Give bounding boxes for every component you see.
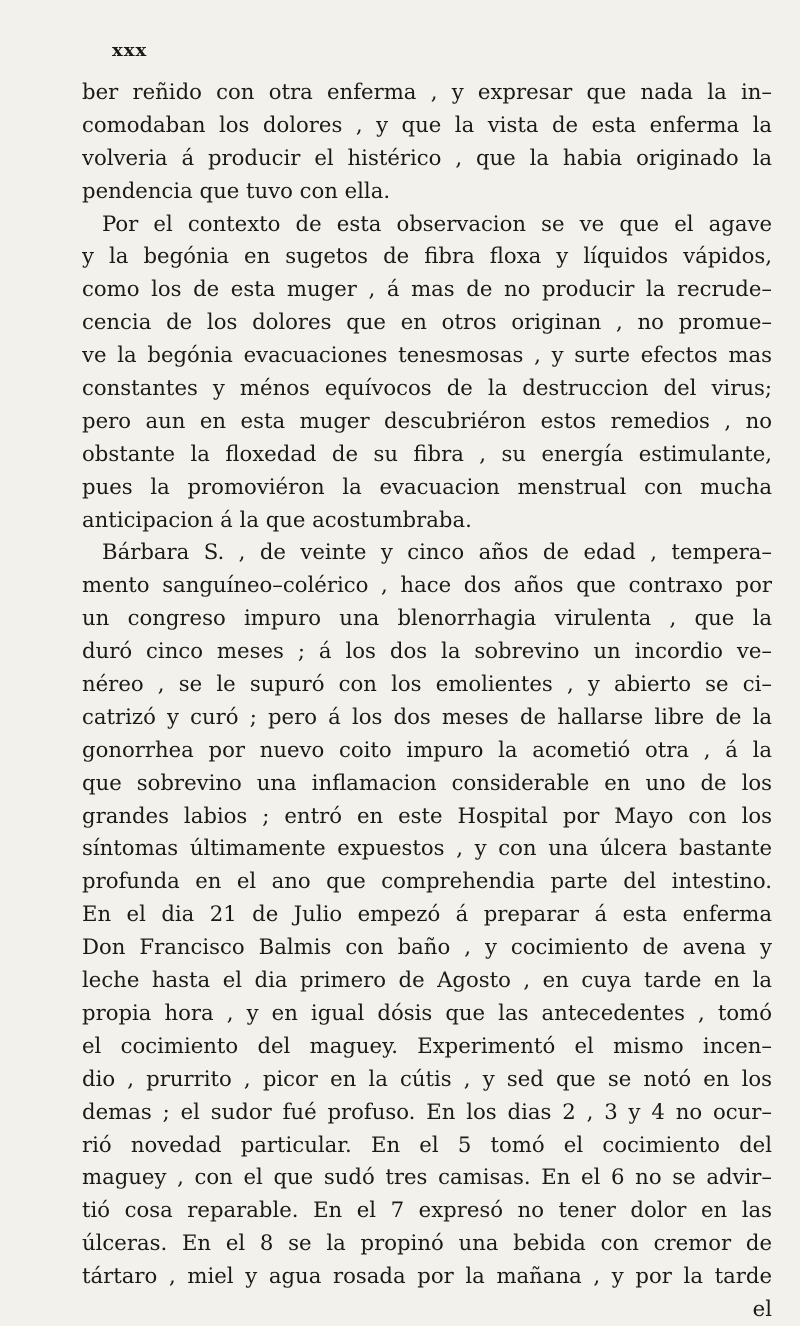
text-line: mento sanguíneo–colérico , hace dos años que contraxo por (82, 572, 772, 598)
text-line: rió novedad particular. En el 5 tomó el cocimiento del (82, 1131, 772, 1157)
text-line: Don Francisco Balmis con baño , y cocimiento de avena y (82, 934, 772, 960)
text-line: Bárbara S. , de veinte y cinco años de edad , tempera– (102, 539, 772, 565)
text-line: profunda en el ano que comprehendia parte del intestino. (82, 868, 772, 894)
text-line: néreo , se le supuró con los emolientes , y abierto se ci– (82, 671, 772, 697)
catchword: el (752, 1295, 772, 1321)
text-line: ve la begónia evacuaciones tenesmosas , y surte efectos mas (82, 342, 772, 368)
text-line: gonorrhea por nuevo coito impuro la acometió otra , á la (82, 736, 772, 762)
text-line: pero aun en esta muger descubriéron estos remedios , no (82, 407, 772, 433)
text-line: volveria á producir el histérico , que la habia originado la (82, 144, 772, 170)
text-line: comodaban los dolores , y que la vista de esta enferma la (82, 111, 772, 137)
text-line: cencia de los dolores que en otros originan , no promue– (82, 309, 772, 335)
text-line: dio , prurrito , picor en la cútis , y sed que se notó en los (82, 1065, 772, 1091)
text-line: tió cosa reparable. En el 7 expresó no tener dolor en las (82, 1197, 772, 1223)
text-line: síntomas últimamente expuestos , y con una úlcera bastante (82, 835, 772, 861)
text-line: obstante la floxedad de su fibra , su energía estimulante, (82, 440, 772, 466)
text-line: grandes labios ; entró en este Hospital por Mayo con los (82, 802, 772, 828)
text-line: En el dia 21 de Julio empezó á preparar á esta enferma (82, 901, 772, 927)
text-line: propia hora , y en igual dósis que las antecedentes , tomó (82, 999, 772, 1025)
text-line: y la begónia en sugetos de fibra floxa y líquidos vápidos, (82, 243, 772, 269)
body-text (82, 76, 772, 1326)
text-line: que sobrevino una inflamacion considerable en uno de los (82, 769, 772, 795)
text-line: el cocimiento del maguey. Experimentó el mismo incen– (82, 1032, 772, 1058)
text-line: pendencia que tuvo con ella. (82, 177, 391, 203)
text-line: demas ; el sudor fué profuso. En los dias 2 , 3 y 4 no ocur– (82, 1098, 772, 1124)
text-line: leche hasta el dia primero de Agosto , en cuya tarde en la (82, 967, 772, 993)
text-line: catrizó y curó ; pero á los dos meses de hallarse libre de la (82, 703, 772, 729)
text-line: úlceras. En el 8 se la propinó una bebida con cremor de (82, 1230, 772, 1256)
text-line: Por el contexto de esta observacion se ve que el agave (102, 210, 772, 236)
text-line: como los de esta muger , á mas de no producir la recrude– (82, 276, 772, 302)
text-line: pues la promoviéron la evacuacion menstrual con mucha (82, 473, 772, 499)
text-line: un congreso impuro una blenorrhagia virulenta , que la (82, 605, 772, 631)
text-line: ber reñido con otra enferma , y expresar que nada la in– (82, 79, 772, 104)
text-line: maguey , con el que sudó tres camisas. En el 6 no se advir– (82, 1164, 772, 1190)
text-line: constantes y ménos equívocos de la destruccion del virus; (82, 375, 772, 401)
text-line: anticipacion á la que acostumbraba. (82, 506, 472, 532)
text-line: duró cinco meses ; á los dos la sobrevino un incordio ve– (82, 638, 772, 664)
text-line: tártaro , miel y agua rosada por la mañana , y por la tarde (82, 1263, 772, 1289)
page-number: xxx (112, 40, 148, 61)
